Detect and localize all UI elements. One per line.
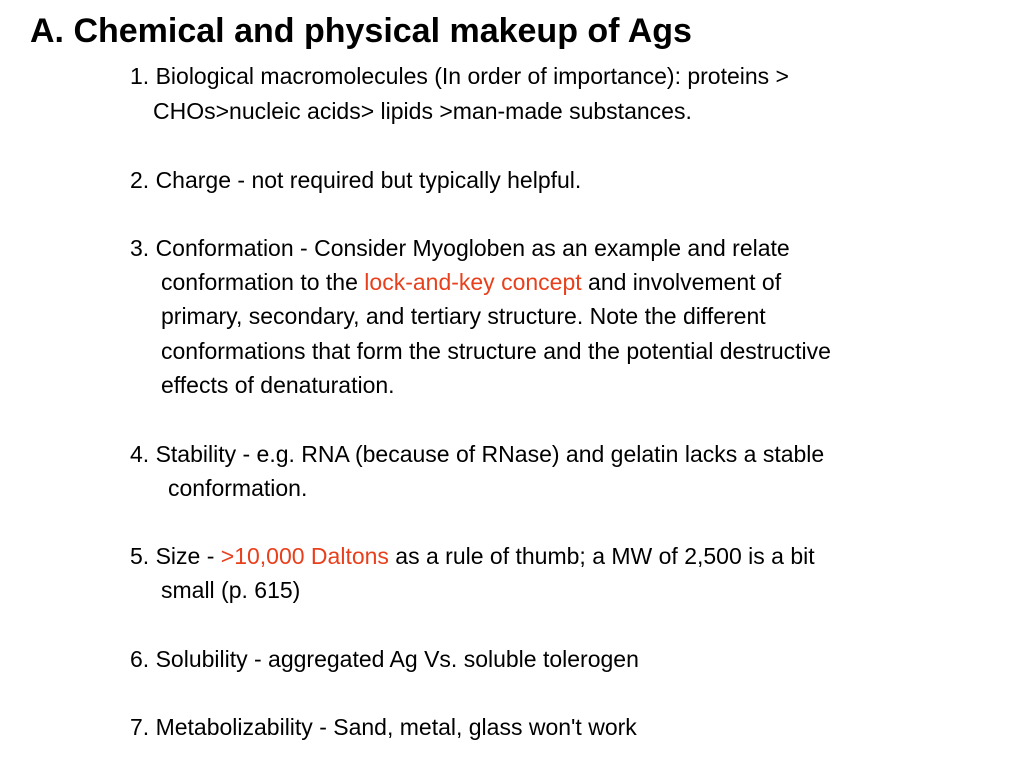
slide-title: A. Chemical and physical makeup of Ags: [30, 12, 692, 50]
item-1-line-2: CHOs>nucleic acids> lipids >man-made substances.: [153, 98, 692, 124]
item-3-line-2-tail: and involvement of: [581, 269, 782, 295]
item-1-line-1: 1. Biological macromolecules (In order of importance): proteins >: [130, 63, 789, 89]
item-3-line-3: primary, secondary, and tertiary structure. Note the different: [161, 303, 766, 329]
item-3-line-1: 3. Conformation - Consider Myogloben as an example and relate: [130, 235, 790, 261]
item-5-line-1-tail: as a rule of thumb; a MW of 2,500 is a bit: [388, 543, 815, 569]
item-3-line-2-text: conformation to the: [161, 269, 365, 295]
item-6-line-1: 6. Solubility - aggregated Ag Vs. soluble tolerogen: [130, 646, 639, 672]
lock-and-key-highlight: lock-and-key concept: [364, 269, 582, 295]
item-7-line-1: 7. Metabolizability - Sand, metal, glass won't work: [130, 714, 637, 740]
daltons-highlight: >10,000 Daltons: [220, 543, 389, 569]
item-5-line-2: small (p. 615): [161, 577, 301, 603]
item-4-line-1: 4. Stability - e.g. RNA (because of RNase) and gelatin lacks a stable: [130, 441, 825, 467]
item-3-line-2: [161, 267, 781, 297]
item-3-line-5: effects of denaturation.: [161, 372, 395, 398]
item-5-line-1-text: 5. Size -: [130, 543, 221, 569]
item-5-line-1: [130, 541, 815, 571]
item-3-line-4: conformations that form the structure and the potential destructive: [161, 338, 831, 364]
item-2-line-1: 2. Charge - not required but typically helpful.: [130, 167, 582, 193]
item-4-line-2: conformation.: [168, 475, 308, 501]
